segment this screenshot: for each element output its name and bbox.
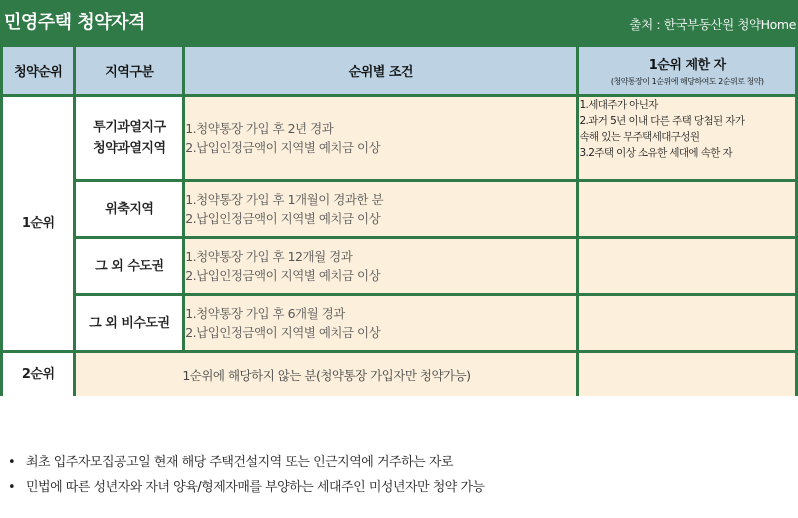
region-cell [76, 239, 182, 293]
condition-line: 1.청약통장 가입 후 12개월 경과 [185, 249, 353, 264]
region-cell [76, 296, 182, 350]
rank-2-cell: 2순위 [3, 353, 73, 396]
region-label: 그 외 비수도권 [89, 315, 170, 331]
header-conditions: 순위별 조건 [185, 47, 576, 94]
header-limit-subtitle: (청약통장이 1순위에 해당하여도 2순위로 청약) [610, 77, 764, 86]
header-region: 지역구분 [76, 47, 182, 94]
list-item [8, 450, 485, 475]
limit-line: 2.과거 5년 이내 다른 주택 당첨된 자가 [579, 115, 745, 127]
region-cell [76, 182, 182, 236]
table-row [3, 239, 795, 293]
note-text: 민법에 따른 성년자와 자녀 양육/형제자매를 부양하는 세대주인 미성년자만 청약 가능 [26, 480, 485, 495]
bullet-icon: • [8, 455, 16, 470]
header-limit-title: 1순위 제한 자 [648, 58, 726, 73]
list-item [8, 475, 485, 500]
condition-line: 1.청약통장 가입 후 2년 경과 [185, 121, 334, 136]
table-header-row [3, 47, 795, 94]
condition-cell [185, 239, 576, 293]
eligibility-notes [8, 450, 485, 500]
source-credit: 출처 : 한국부동산원 청약Home [629, 17, 796, 32]
limit-cell-empty [579, 182, 795, 236]
region-cell [76, 97, 182, 179]
eligibility-table [0, 44, 798, 399]
condition-cell [185, 296, 576, 350]
limit-cell-empty [579, 239, 795, 293]
limit-line: 1.세대주가 아닌자 [579, 99, 658, 111]
bullet-icon: • [8, 480, 16, 495]
page-title: 민영주택 청약자격 [4, 12, 145, 33]
note-text: 최초 입주자모집공고일 현재 해당 주택건설지역 또는 인근지역에 거주하는 자로 [26, 455, 453, 470]
table-row [3, 97, 795, 179]
rank-2-condition: 1순위에 해당하지 않는 분(청약통장 가입자만 청약가능) [76, 353, 576, 396]
condition-cell [185, 182, 576, 236]
region-label: 청약과열지역 [93, 141, 166, 156]
header-limit [579, 47, 795, 94]
region-label: 위축지역 [105, 201, 154, 217]
limit-cell-empty [579, 353, 795, 396]
header-rank: 청약순위 [3, 47, 73, 94]
limit-cell-empty [579, 296, 795, 350]
eligibility-table-frame [0, 44, 798, 396]
limit-line: 3.2주택 이상 소유한 세대에 속한 자 [579, 147, 733, 159]
region-label: 그 외 수도권 [95, 258, 164, 274]
condition-line: 2.납입인정금액이 지역별 예치금 이상 [185, 140, 381, 155]
condition-cell [185, 97, 576, 179]
region-label: 투기과열지구 [93, 120, 166, 135]
limit-line: 속해 있는 무주택세대구성원 [579, 131, 700, 143]
table-row [3, 296, 795, 350]
rank-1-cell: 1순위 [3, 97, 73, 350]
condition-line: 1.청약통장 가입 후 6개월 경과 [185, 306, 345, 321]
condition-line: 2.납입인정금액이 지역별 예치금 이상 [185, 325, 381, 340]
table-row [3, 353, 795, 396]
title-bar [0, 0, 798, 44]
table-row [3, 182, 795, 236]
condition-line: 2.납입인정금액이 지역별 예치금 이상 [185, 268, 381, 283]
limit-cell [579, 97, 795, 179]
condition-line: 1.청약통장 가입 후 1개월이 경과한 분 [185, 192, 384, 207]
condition-line: 2.납입인정금액이 지역별 예치금 이상 [185, 211, 381, 226]
